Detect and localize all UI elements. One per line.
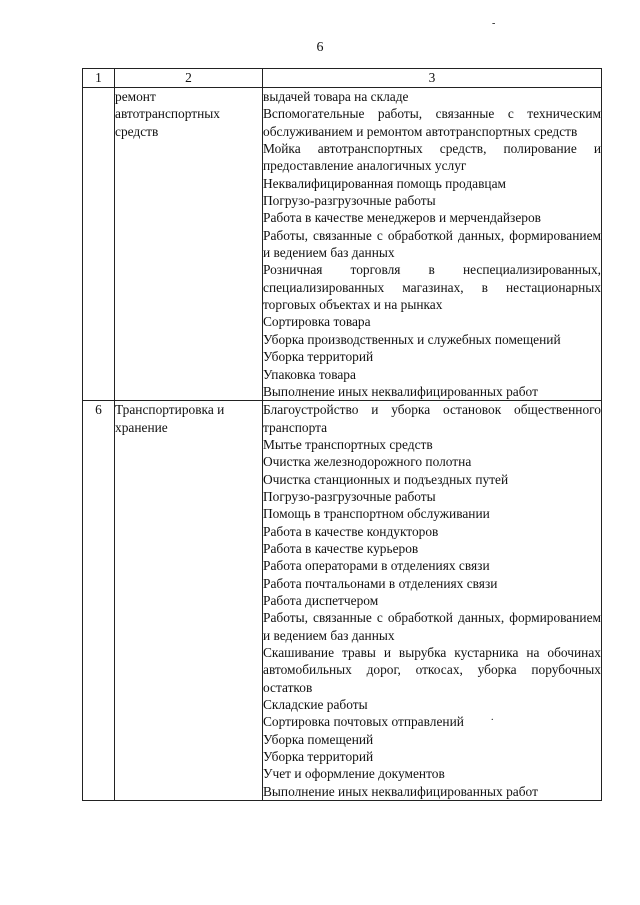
list-item: Работа операторами в отделениях связи [263,558,490,574]
list-item: Неквалифицированная помощь продавцам [263,175,506,191]
header-col-1: 1 [83,69,115,88]
list-item: Розничная торговля в неспециализированных, специализированных магазинах, в нестационарных торговых объектах и на рынках [263,262,601,313]
list-item: Уборка территорий [263,349,374,365]
list-item: Очистка железнодорожного полотна [263,454,472,470]
row-number: 6 [83,401,115,801]
table-row [83,88,602,401]
list-item: Работы, связанные с обработкой данных, формированием и ведением баз данных [263,227,601,261]
list-item: Благоустройство и уборка остановок общественного транспорта [263,402,601,435]
table-row [83,401,602,801]
table-header-row [83,69,602,88]
header-col-2: 2 [115,69,263,88]
scan-mark: - [492,18,496,29]
row-number [83,88,115,401]
list-item: Работа диспетчером [263,592,379,608]
list-item: Мойка автотранспортных средств, полирование и предоставление аналогичных услуг [263,141,601,174]
list-item: Сортировка почтовых отправлений [263,714,464,730]
row-category: Транспортировка и хранение [115,401,263,801]
row-category: ремонт автотранспортных средств [115,88,263,401]
list-item: Упаковка товара [263,366,356,382]
list-item: Работа в качестве кондукторов [263,523,439,539]
list-item: выдачей товара на складе [263,89,409,104]
header-col-3: 3 [263,69,602,88]
list-item: Мытье транспортных средств [263,436,433,452]
list-item: Очистка станционных и подъездных путей [263,471,509,487]
list-item: Уборка территорий [263,749,374,765]
list-item: Скашивание травы и вырубка кустарника на обочинах автомобильных дорог, откосах, уборка порубочных остатков [263,645,601,695]
page-number: 6 [316,40,324,55]
list-item: Погрузо-разгрузочные работы [263,488,436,504]
list-item: Выполнение иных неквалифицированных работ [263,383,538,399]
list-item: Уборка помещений [263,731,374,747]
scan-dot: . [491,712,494,723]
row-items [263,88,602,401]
list-item: Работы, связанные с обработкой данных, формированием и ведением баз данных [263,610,601,643]
list-item: Учет и оформление документов [263,766,445,782]
list-item: Работа почтальонами в отделениях связи [263,575,498,591]
list-item: Складские работы [263,697,368,713]
list-item: Работа в качестве менеджеров и мерчендайзеров [263,210,541,226]
row-items [263,401,602,801]
list-item: Работа в качестве курьеров [263,540,419,556]
list-item: Сортировка товара [263,314,371,330]
list-item: Помощь в транспортном обслуживании [263,506,490,522]
list-item: Погрузо-разгрузочные работы [263,193,436,209]
list-item: Вспомогательные работы, связанные с техническим обслуживанием и ремонтом автотранспортных средств [263,106,601,139]
activities-table [82,68,602,801]
list-item: Выполнение иных неквалифицированных работ [263,783,538,799]
list-item: Уборка производственных и служебных помещений [263,331,561,347]
